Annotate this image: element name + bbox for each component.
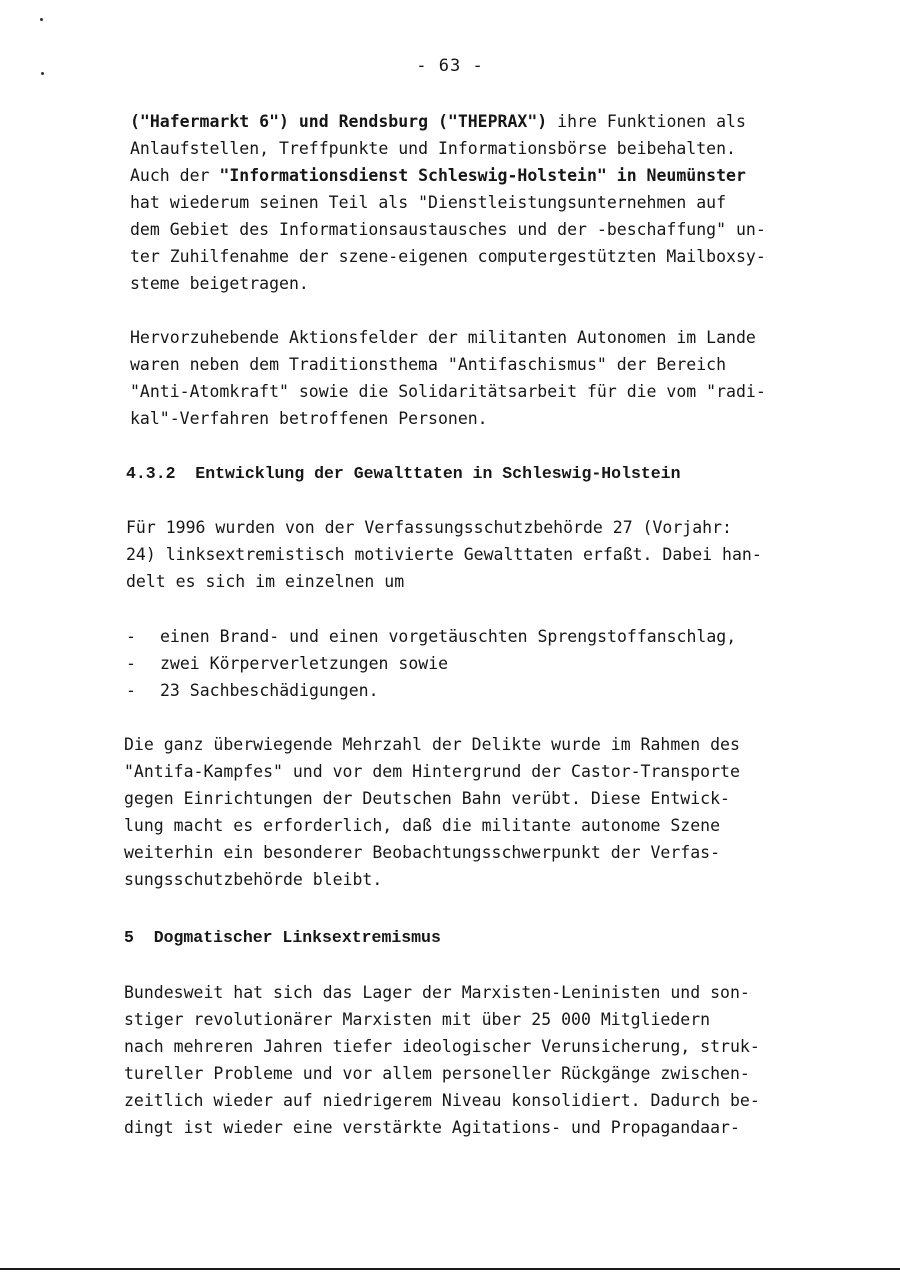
paragraph-4-line: sungsschutzbehörde bleibt. [124, 870, 383, 889]
paragraph-5-line: dingt ist wieder eine verstärkte Agitations- und Propagandaar- [124, 1118, 740, 1137]
paragraph-5-line: stiger revolutionärer Marxisten mit über 25 000 Mitgliedern [124, 1010, 711, 1029]
paragraph-3-line: Für 1996 wurden von der Verfassungsschutzbehörde 27 (Vorjahr: [126, 518, 732, 537]
page-number: - 63 - [416, 56, 484, 76]
paragraph-2-line: Hervorzuhebende Aktionsfelder der militanten Autonomen im Lande [130, 328, 756, 347]
section-heading-4-3-2: 4.3.2 Entwicklung der Gewalttaten in Schleswig-Holstein [126, 464, 681, 483]
paragraph-1-line: hat wiederum seinen Teil als "Dienstleistungsunternehmen auf [130, 193, 727, 212]
paragraph-1-line: Anlaufstellen, Treffpunkte und Informationsbörse beibehalten. [130, 139, 736, 158]
paragraph-1-line: dem Gebiet des Informationsaustausches und der -beschaffung" un- [130, 220, 766, 239]
paragraph-2-line: waren neben dem Traditionsthema "Antifaschismus" der Bereich [130, 355, 727, 374]
paragraph-4-line: Die ganz überwiegende Mehrzahl der Delikte wurde im Rahmen des [124, 735, 740, 754]
bullet-marker: - [126, 681, 136, 700]
bullet-marker: - [126, 627, 136, 646]
page-bottom-rule [0, 1268, 900, 1270]
paragraph-5-line: zeitlich wieder auf niedrigerem Niveau konsolidiert. Dadurch be- [124, 1091, 760, 1110]
paragraph-4-line: lung macht es erforderlich, daß die militante autonome Szene [124, 816, 721, 835]
paragraph-3-line: delt es sich im einzelnen um [126, 572, 405, 591]
bullet-item: zwei Körperverletzungen sowie [160, 654, 449, 673]
paragraph-5-line: Bundesweit hat sich das Lager der Marxisten-Leninisten und son- [124, 983, 750, 1002]
paragraph-1-line: Auch der "Informationsdienst Schleswig-Holstein" in Neumünster [130, 166, 746, 185]
paragraph-2-line: "Anti-Atomkraft" sowie die Solidaritätsarbeit für die vom "radi- [130, 382, 766, 401]
paragraph-4-line: "Antifa-Kampfes" und vor dem Hintergrund der Castor-Transporte [124, 762, 740, 781]
paragraph-1-line: ("Hafermarkt 6") und Rendsburg ("THEPRAX") ihre Funktionen als [130, 112, 746, 131]
paragraph-5-line: tureller Probleme und vor allem personeller Rückgänge zwischen- [124, 1064, 750, 1083]
section-heading-5: 5 Dogmatischer Linksextremismus [124, 928, 441, 947]
paragraph-1-line: ter Zuhilfenahme der szene-eigenen computergestützten Mailboxsy- [130, 247, 766, 266]
bullet-item: 23 Sachbeschädigungen. [160, 681, 379, 700]
bullet-marker: - [126, 654, 136, 673]
paragraph-3-line: 24) linksextremistisch motivierte Gewalttaten erfaßt. Dabei han- [126, 545, 762, 564]
paragraph-1-line: steme beigetragen. [130, 274, 309, 293]
paragraph-4-line: weiterhin ein besonderer Beobachtungsschwerpunkt der Verfas- [124, 843, 721, 862]
paragraph-4-line: gegen Einrichtungen der Deutschen Bahn verübt. Diese Entwick- [124, 789, 730, 808]
paragraph-5-line: nach mehreren Jahren tiefer ideologischer Verunsicherung, struk- [124, 1037, 760, 1056]
bullet-item: einen Brand- und einen vorgetäuschten Sprengstoffanschlag, [160, 627, 737, 646]
paragraph-2-line: kal"-Verfahren betroffenen Personen. [130, 409, 488, 428]
scan-speck [40, 18, 43, 21]
